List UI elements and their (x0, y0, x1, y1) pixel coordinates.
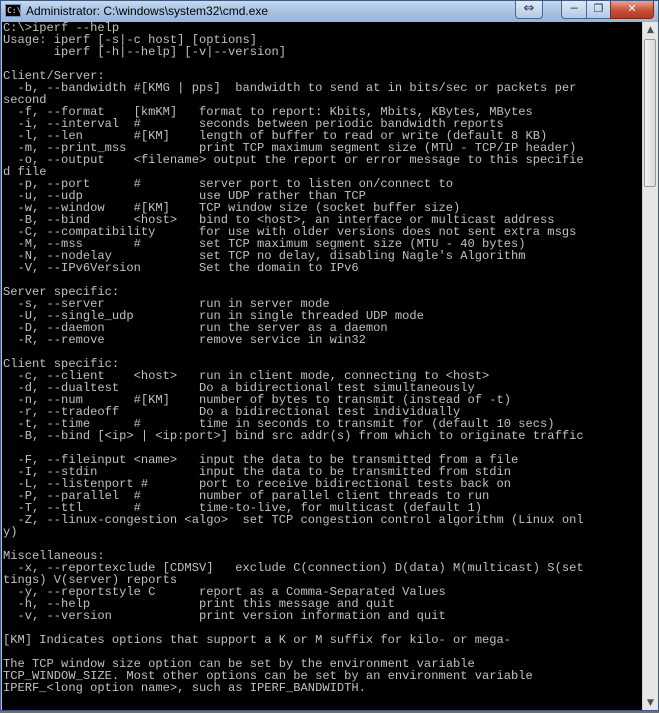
console-line: -p, --port # server port to listen on/connect to (3, 177, 453, 191)
console-line: -P, --parallel # number of parallel client threads to run (3, 489, 490, 503)
console-line: -M, --mss # set TCP maximum segment size (MTU - 40 bytes) (3, 237, 526, 251)
console-line: -c, --client <host> run in client mode, connecting to <host> (3, 369, 490, 383)
console-line: d file (3, 165, 47, 179)
console-line: -u, --udp use UDP rather than TCP (3, 189, 366, 203)
resize-arrows-icon[interactable]: ⇔ (515, 1, 543, 19)
console-line: -f, --format [kmKM] format to report: Kbits, Mbits, KBytes, MBytes (3, 105, 533, 119)
console-line: -D, --daemon run the server as a daemon (3, 321, 388, 335)
console-line: -o, --output <filename> output the report or error message to this specifie (3, 153, 584, 167)
console-line: -l, --len #[KM] length of buffer to read or write (default 8 KB) (3, 129, 548, 143)
console-line: -i, --interval # seconds between periodic bandwidth reports (3, 117, 504, 131)
console-line: -C, --compatibility for use with older versions does not sent extra msgs (3, 225, 577, 239)
console-line: -I, --stdin input the data to be transmitted from stdin (3, 465, 512, 479)
console-line: -U, --single_udp run in single threaded UDP mode (3, 309, 424, 323)
console-line: -b, --bandwidth #[KMG | pps] bandwidth to send at in bits/sec or packets per (3, 81, 577, 95)
console-line: -d, --dualtest Do a bidirectional test simultaneously (3, 381, 475, 395)
console-line: Miscellaneous: (3, 549, 105, 563)
cmd-icon[interactable]: C:\ (7, 6, 22, 15)
console-line: The TCP window size option can be set by the environment variable (3, 657, 475, 671)
console-line: Client specific: (3, 357, 120, 371)
console-line: -T, --ttl # time-to-live, for multicast (default 1) (3, 501, 482, 515)
console-line: -n, --num #[KM] number of bytes to transmit (instead of -t) (3, 393, 512, 407)
console-line: -B, --bind <host> bind to <host>, an interface or multicast address (3, 213, 555, 227)
console-line: -t, --time # time in seconds to transmit for (default 10 secs) (3, 417, 555, 431)
console-line: -m, --print_mss print TCP maximum segment size (MTU - TCP/IP header) (3, 141, 577, 155)
console-line: -h, --help print this message and quit (3, 597, 395, 611)
console-line: Usage: iperf [-s|-c host] [options] (3, 33, 258, 47)
title-bar[interactable] (1, 1, 658, 22)
scroll-down-icon[interactable]: ▼ (647, 698, 654, 708)
maximize-button[interactable]: ❐ (586, 1, 611, 19)
console-line: -L, --listenport # port to receive bidirectional tests back on (3, 477, 512, 491)
close-button[interactable]: ✕ (610, 1, 654, 19)
console-line: -V, --IPv6Version Set the domain to IPv6 (3, 261, 359, 275)
console-text (2, 22, 642, 706)
console-line: Client/Server: (3, 69, 105, 83)
scroll-up-icon[interactable]: ▲ (647, 25, 654, 35)
console-line: C:\>iperf --help (3, 22, 120, 35)
scroll-thumb[interactable] (644, 39, 656, 187)
window-title: Administrator: C:\windows\system32\cmd.exe (26, 4, 269, 18)
console-line: [KM] Indicates options that support a K or M suffix for kilo- or mega- (3, 633, 512, 647)
console-line: -w, --window #[KM] TCP window size (socket buffer size) (3, 201, 461, 215)
console-line: -R, --remove remove service in win32 (3, 333, 366, 347)
console-line: iperf [-h|--help] [-v|--version] (3, 45, 287, 59)
console-output[interactable] (2, 22, 642, 711)
console-line: -B, --bind [<ip> | <ip:port>] bind src addr(s) from which to originate traffic (3, 429, 584, 443)
console-line (3, 694, 642, 706)
console-line: -y, --reportstyle C report as a Comma-Separated Values (3, 585, 446, 599)
console-line: IPERF_<long option name>, such as IPERF_BANDWIDTH. (3, 681, 366, 695)
console-line: -r, --tradeoff Do a bidirectional test individually (3, 405, 461, 419)
console-line: -F, --fileinput <name> input the data to be transmitted from a file (3, 453, 519, 467)
console-line: -N, --nodelay set TCP no delay, disabling Nagle's Algorithm (3, 249, 526, 263)
console-line: TCP_WINDOW_SIZE. Most other options can be set by an environment variable (3, 669, 533, 683)
console-line: -Z, --linux-congestion <algo> set TCP congestion control algorithm (Linux onl (3, 513, 584, 527)
minimize-button[interactable]: ─ (561, 1, 587, 19)
console-line: -x, --reportexclude [CDMSV] exclude C(connection) D(data) M(multicast) S(set (3, 561, 584, 575)
console-line: -v, --version print version information and quit (3, 609, 446, 623)
console-line: -s, --server run in server mode (3, 297, 330, 311)
console-line: tings) V(server) reports (3, 573, 178, 587)
console-line: y) (3, 525, 18, 539)
console-line: Server specific: (3, 285, 120, 299)
console-line: second (3, 93, 47, 107)
vertical-scrollbar[interactable] (642, 22, 658, 711)
